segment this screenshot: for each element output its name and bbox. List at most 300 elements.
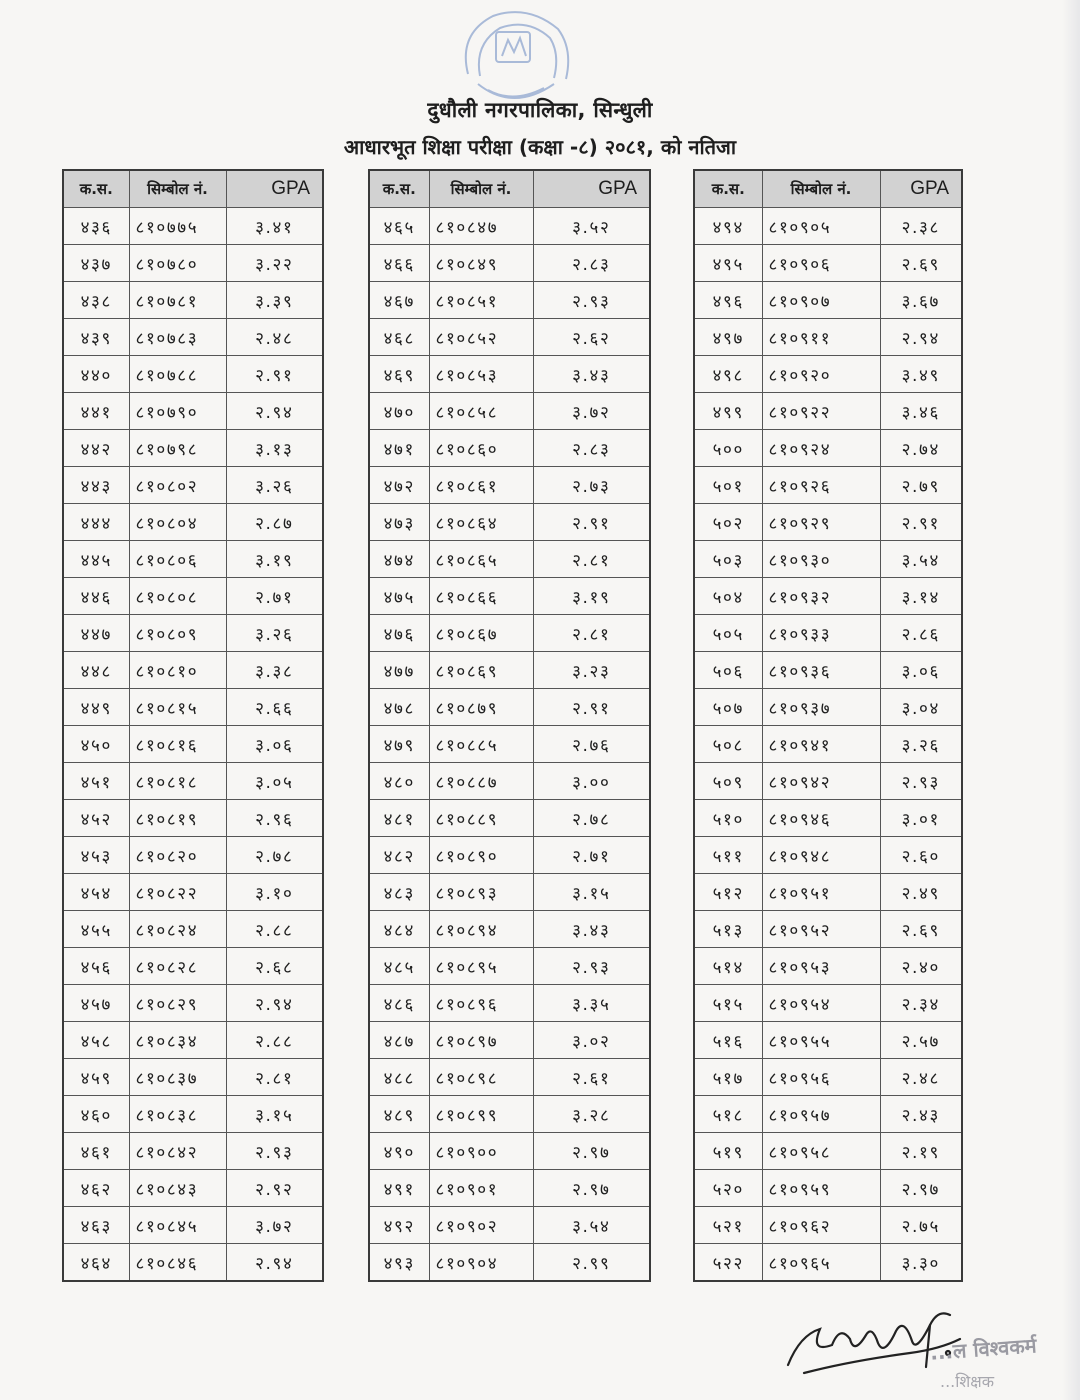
gpa-cell: २.७५ <box>880 1207 962 1244</box>
serial-cell: ४६७ <box>369 282 429 319</box>
header-gpa: GPA <box>880 170 962 208</box>
gpa-cell: २.१९ <box>880 1133 962 1170</box>
symbol-cell: ८१०८९५ <box>429 948 533 985</box>
gpa-cell: २.३८ <box>880 208 962 245</box>
table-row <box>369 689 650 726</box>
gpa-cell: २.९१ <box>880 504 962 541</box>
serial-cell: ४६४ <box>63 1244 129 1282</box>
symbol-cell: ८१०९२० <box>762 356 880 393</box>
table-row <box>63 837 323 874</box>
serial-cell: ५०६ <box>694 652 762 689</box>
symbol-cell: ८१०८५३ <box>429 356 533 393</box>
symbol-cell: ८१०९२९ <box>762 504 880 541</box>
table-row <box>63 578 323 615</box>
symbol-cell: ८१०७८१ <box>129 282 226 319</box>
table-row <box>694 1022 962 1059</box>
gpa-cell: २.७८ <box>533 800 650 837</box>
serial-cell: ४६६ <box>369 245 429 282</box>
serial-cell: ४४१ <box>63 393 129 430</box>
serial-cell: ४४६ <box>63 578 129 615</box>
gpa-cell: ३.३८ <box>226 652 323 689</box>
table-row <box>694 689 962 726</box>
serial-cell: ५०२ <box>694 504 762 541</box>
serial-cell: ४८७ <box>369 1022 429 1059</box>
serial-cell: ४८९ <box>369 1096 429 1133</box>
table-row <box>694 356 962 393</box>
gpa-cell: २.७४ <box>880 430 962 467</box>
serial-cell: ४५३ <box>63 837 129 874</box>
symbol-cell: ८१०९३६ <box>762 652 880 689</box>
symbol-cell: ८१०८२८ <box>129 948 226 985</box>
gpa-cell: ३.५४ <box>880 541 962 578</box>
gpa-cell: २.९४ <box>226 1244 323 1282</box>
serial-cell: ४७७ <box>369 652 429 689</box>
table-row <box>369 763 650 800</box>
symbol-cell: ८१०७८० <box>129 245 226 282</box>
table-row <box>63 985 323 1022</box>
table-row <box>63 282 323 319</box>
table-row <box>63 1096 323 1133</box>
gpa-cell: २.९१ <box>533 689 650 726</box>
symbol-cell: ८१०९३३ <box>762 615 880 652</box>
gpa-cell: २.९२ <box>226 1170 323 1207</box>
gpa-cell: ३.०४ <box>880 689 962 726</box>
symbol-cell: ८१०८०४ <box>129 504 226 541</box>
gpa-cell: २.७८ <box>226 837 323 874</box>
table-row <box>369 1244 650 1282</box>
symbol-cell: ८१०८२४ <box>129 911 226 948</box>
symbol-cell: ८१०९४२ <box>762 763 880 800</box>
serial-cell: ४३७ <box>63 245 129 282</box>
serial-cell: ५११ <box>694 837 762 874</box>
serial-cell: ५२० <box>694 1170 762 1207</box>
gpa-cell: २.८१ <box>533 615 650 652</box>
gpa-cell: ३.४३ <box>533 356 650 393</box>
symbol-cell: ८१०९०६ <box>762 245 880 282</box>
table-row <box>694 245 962 282</box>
table-row <box>369 430 650 467</box>
symbol-cell: ८१०९५३ <box>762 948 880 985</box>
serial-cell: ५१० <box>694 800 762 837</box>
serial-cell: ४४७ <box>63 615 129 652</box>
symbol-cell: ८१०८०८ <box>129 578 226 615</box>
symbol-cell: ८१०८६९ <box>429 652 533 689</box>
serial-cell: ४९१ <box>369 1170 429 1207</box>
symbol-cell: ८१०८३७ <box>129 1059 226 1096</box>
table-row <box>369 874 650 911</box>
table-row <box>63 800 323 837</box>
serial-cell: ४८३ <box>369 874 429 911</box>
table-row <box>694 1170 962 1207</box>
serial-cell: ५०१ <box>694 467 762 504</box>
serial-cell: ४४४ <box>63 504 129 541</box>
table-row <box>694 985 962 1022</box>
gpa-cell: ३.२६ <box>880 726 962 763</box>
gpa-cell: ३.०६ <box>880 652 962 689</box>
symbol-cell: ८१०८९० <box>429 837 533 874</box>
table-row <box>369 1133 650 1170</box>
table-row <box>63 874 323 911</box>
gpa-cell: २.५७ <box>880 1022 962 1059</box>
symbol-cell: ८१०९२४ <box>762 430 880 467</box>
symbol-cell: ८१०९२२ <box>762 393 880 430</box>
table-row <box>369 726 650 763</box>
serial-cell: ४७५ <box>369 578 429 615</box>
table-row <box>369 1170 650 1207</box>
symbol-cell: ८१०९११ <box>762 319 880 356</box>
symbol-cell: ८१०८८५ <box>429 726 533 763</box>
gpa-cell: २.९३ <box>533 282 650 319</box>
symbol-cell: ८१०८६६ <box>429 578 533 615</box>
serial-cell: ४९९ <box>694 393 762 430</box>
serial-cell: ५०८ <box>694 726 762 763</box>
symbol-cell: ८१०८३८ <box>129 1096 226 1133</box>
symbol-cell: ८१०९०४ <box>429 1244 533 1282</box>
table-row <box>694 1059 962 1096</box>
results-table-2 <box>368 169 651 1282</box>
gpa-cell: २.६८ <box>226 948 323 985</box>
table-row <box>369 467 650 504</box>
gpa-cell: ३.१९ <box>533 578 650 615</box>
serial-cell: ५१३ <box>694 911 762 948</box>
symbol-cell: ८१०८८७ <box>429 763 533 800</box>
serial-cell: ४४५ <box>63 541 129 578</box>
gpa-cell: २.८३ <box>533 245 650 282</box>
gpa-cell: २.७१ <box>226 578 323 615</box>
table-row <box>63 615 323 652</box>
symbol-cell: ८१०८९८ <box>429 1059 533 1096</box>
symbol-cell: ८१०८९९ <box>429 1096 533 1133</box>
gpa-cell: ३.४९ <box>880 356 962 393</box>
gpa-cell: ३.४३ <box>533 911 650 948</box>
header-serial: क.स. <box>63 170 129 208</box>
symbol-cell: ८१०८५८ <box>429 393 533 430</box>
gpa-cell: २.९४ <box>226 393 323 430</box>
gpa-cell: २.९९ <box>533 1244 650 1282</box>
symbol-cell: ८१०९५९ <box>762 1170 880 1207</box>
gpa-cell: ३.३५ <box>533 985 650 1022</box>
serial-cell: ४८० <box>369 763 429 800</box>
gpa-cell: २.९१ <box>533 504 650 541</box>
table-row <box>63 356 323 393</box>
serial-cell: ४६३ <box>63 1207 129 1244</box>
serial-cell: ४७० <box>369 393 429 430</box>
table-row <box>694 319 962 356</box>
serial-cell: ५०७ <box>694 689 762 726</box>
symbol-cell: ८१०८०२ <box>129 467 226 504</box>
table-row <box>63 763 323 800</box>
table-row <box>694 948 962 985</box>
serial-cell: ४७१ <box>369 430 429 467</box>
table-row <box>694 393 962 430</box>
table-row <box>369 837 650 874</box>
symbol-cell: ८१०९६२ <box>762 1207 880 1244</box>
gpa-cell: ३.०२ <box>533 1022 650 1059</box>
gpa-cell: २.६१ <box>533 1059 650 1096</box>
symbol-cell: ८१०७८८ <box>129 356 226 393</box>
serial-cell: ४५८ <box>63 1022 129 1059</box>
symbol-cell: ८१०८२२ <box>129 874 226 911</box>
serial-cell: ५२२ <box>694 1244 762 1282</box>
serial-cell: ४६१ <box>63 1133 129 1170</box>
gpa-cell: ३.१९ <box>226 541 323 578</box>
gpa-cell: २.८३ <box>533 430 650 467</box>
header-symbol: सिम्बोल नं. <box>129 170 226 208</box>
gpa-cell: ३.७२ <box>226 1207 323 1244</box>
table-row <box>63 319 323 356</box>
symbol-cell: ८१०८६४ <box>429 504 533 541</box>
symbol-cell: ८१०८४५ <box>129 1207 226 1244</box>
gpa-cell: २.६० <box>880 837 962 874</box>
gpa-cell: २.४० <box>880 948 962 985</box>
symbol-cell: ८१०७७५ <box>129 208 226 245</box>
serial-cell: ४४३ <box>63 467 129 504</box>
serial-cell: ४८४ <box>369 911 429 948</box>
symbol-cell: ८१०९०२ <box>429 1207 533 1244</box>
table-row <box>369 208 650 245</box>
table-row <box>369 800 650 837</box>
symbol-cell: ८१०८६५ <box>429 541 533 578</box>
gpa-cell: २.६६ <box>226 689 323 726</box>
symbol-cell: ८१०८१८ <box>129 763 226 800</box>
gpa-cell: ३.५४ <box>533 1207 650 1244</box>
symbol-cell: ८१०८७९ <box>429 689 533 726</box>
table-row <box>369 541 650 578</box>
serial-cell: ४९५ <box>694 245 762 282</box>
table-row <box>63 1170 323 1207</box>
header-symbol: सिम्बोल नं. <box>429 170 533 208</box>
symbol-cell: ८१०९५६ <box>762 1059 880 1096</box>
symbol-cell: ८१०८४६ <box>129 1244 226 1282</box>
table-row <box>63 1133 323 1170</box>
symbol-cell: ८१०८२९ <box>129 985 226 1022</box>
symbol-cell: ८१०९३७ <box>762 689 880 726</box>
gpa-cell: ३.५२ <box>533 208 650 245</box>
symbol-cell: ८१०९५७ <box>762 1096 880 1133</box>
serial-cell: ४८१ <box>369 800 429 837</box>
symbol-cell: ८१०७८३ <box>129 319 226 356</box>
table-row <box>694 1133 962 1170</box>
serial-cell: ४७४ <box>369 541 429 578</box>
serial-cell: ५२१ <box>694 1207 762 1244</box>
symbol-cell: ८१०८६० <box>429 430 533 467</box>
page-title: दुधौली नगरपालिका, सिन्धुली <box>427 98 653 122</box>
table-row <box>694 837 962 874</box>
serial-cell: ४९७ <box>694 319 762 356</box>
gpa-cell: २.९४ <box>880 319 962 356</box>
header-gpa: GPA <box>226 170 323 208</box>
serial-cell: ४८५ <box>369 948 429 985</box>
table-row <box>369 615 650 652</box>
gpa-cell: २.४८ <box>880 1059 962 1096</box>
gpa-cell: २.७६ <box>533 726 650 763</box>
gpa-cell: ३.३० <box>880 1244 962 1282</box>
symbol-cell: ८१०८१९ <box>129 800 226 837</box>
symbol-cell: ८१०८९३ <box>429 874 533 911</box>
serial-cell: ४९२ <box>369 1207 429 1244</box>
gpa-cell: २.९७ <box>880 1170 962 1207</box>
gpa-cell: २.९७ <box>533 1133 650 1170</box>
serial-cell: ४९४ <box>694 208 762 245</box>
symbol-cell: ८१०८५१ <box>429 282 533 319</box>
serial-cell: ४७६ <box>369 615 429 652</box>
serial-cell: ५१८ <box>694 1096 762 1133</box>
results-table-1 <box>62 169 324 1282</box>
serial-cell: ४९६ <box>694 282 762 319</box>
serial-cell: ४६५ <box>369 208 429 245</box>
serial-cell: ४५६ <box>63 948 129 985</box>
symbol-cell: ८१०८९६ <box>429 985 533 1022</box>
table-row <box>694 467 962 504</box>
serial-cell: ५१४ <box>694 948 762 985</box>
symbol-cell: ८१०७९८ <box>129 430 226 467</box>
table-row <box>63 541 323 578</box>
serial-cell: ४६२ <box>63 1170 129 1207</box>
table-row <box>63 948 323 985</box>
gpa-cell: ३.३९ <box>226 282 323 319</box>
symbol-cell: ८१०९५८ <box>762 1133 880 1170</box>
gpa-cell: ३.१५ <box>533 874 650 911</box>
header-serial: क.स. <box>694 170 762 208</box>
gpa-cell: २.९३ <box>880 763 962 800</box>
table-row <box>694 504 962 541</box>
serial-cell: ४५२ <box>63 800 129 837</box>
table-row <box>694 726 962 763</box>
gpa-cell: ३.२६ <box>226 467 323 504</box>
gpa-cell: २.७३ <box>533 467 650 504</box>
table-row <box>369 652 650 689</box>
symbol-cell: ८१०८२० <box>129 837 226 874</box>
symbol-cell: ८१०९५४ <box>762 985 880 1022</box>
gpa-cell: २.८८ <box>226 911 323 948</box>
symbol-cell: ८१०९०१ <box>429 1170 533 1207</box>
serial-cell: ४५९ <box>63 1059 129 1096</box>
serial-cell: ४८२ <box>369 837 429 874</box>
table-row <box>369 245 650 282</box>
serial-cell: ५०५ <box>694 615 762 652</box>
serial-cell: ४३६ <box>63 208 129 245</box>
symbol-cell: ८१०८१० <box>129 652 226 689</box>
table-row <box>369 319 650 356</box>
table-row <box>63 1244 323 1282</box>
symbol-cell: ८१०८६७ <box>429 615 533 652</box>
symbol-cell: ८१०९४१ <box>762 726 880 763</box>
table-row <box>694 911 962 948</box>
symbol-cell: ८१०८६१ <box>429 467 533 504</box>
symbol-cell: ८१०८४३ <box>129 1170 226 1207</box>
gpa-cell: ३.४६ <box>880 393 962 430</box>
header-serial: क.स. <box>369 170 429 208</box>
table-row <box>694 763 962 800</box>
table-row <box>63 726 323 763</box>
serial-cell: ४४८ <box>63 652 129 689</box>
stamp-text-secondary: ...शिक्षक <box>940 1372 995 1391</box>
symbol-cell: ८१०९३० <box>762 541 880 578</box>
gpa-cell: २.९४ <box>226 985 323 1022</box>
symbol-cell: ८१०८१६ <box>129 726 226 763</box>
symbol-cell: ८१०९६५ <box>762 1244 880 1282</box>
results-table-3 <box>693 169 963 1282</box>
serial-cell: ४८८ <box>369 1059 429 1096</box>
symbol-cell: ८१०८४९ <box>429 245 533 282</box>
serial-cell: ५०९ <box>694 763 762 800</box>
serial-cell: ५१७ <box>694 1059 762 1096</box>
symbol-cell: ८१०९४८ <box>762 837 880 874</box>
gpa-cell: २.८६ <box>880 615 962 652</box>
symbol-cell: ८१०९०५ <box>762 208 880 245</box>
gpa-cell: २.४३ <box>880 1096 962 1133</box>
table-row <box>694 282 962 319</box>
table-row <box>369 282 650 319</box>
gpa-cell: ३.०६ <box>226 726 323 763</box>
table-row <box>369 1207 650 1244</box>
table-row <box>694 430 962 467</box>
table-row <box>369 948 650 985</box>
gpa-cell: ३.०५ <box>226 763 323 800</box>
serial-cell: ४८६ <box>369 985 429 1022</box>
symbol-cell: ८१०८९४ <box>429 911 533 948</box>
symbol-cell: ८१०७९० <box>129 393 226 430</box>
serial-cell: ४९० <box>369 1133 429 1170</box>
gpa-cell: ३.१० <box>226 874 323 911</box>
symbol-cell: ८१०९२६ <box>762 467 880 504</box>
gpa-cell: ३.०० <box>533 763 650 800</box>
symbol-cell: ८१०९०७ <box>762 282 880 319</box>
serial-cell: ४४२ <box>63 430 129 467</box>
table-row <box>63 208 323 245</box>
serial-cell: ४७३ <box>369 504 429 541</box>
serial-cell: ५१५ <box>694 985 762 1022</box>
table-row <box>369 356 650 393</box>
serial-cell: ४३९ <box>63 319 129 356</box>
table-row <box>369 911 650 948</box>
symbol-cell: ८१०९०० <box>429 1133 533 1170</box>
serial-cell: ५०३ <box>694 541 762 578</box>
gpa-cell: ३.४१ <box>226 208 323 245</box>
table-row <box>63 430 323 467</box>
gpa-cell: २.६९ <box>880 911 962 948</box>
serial-cell: ४४९ <box>63 689 129 726</box>
header-gpa: GPA <box>533 170 650 208</box>
symbol-cell: ८१०९५५ <box>762 1022 880 1059</box>
serial-cell: ४६९ <box>369 356 429 393</box>
symbol-cell: ८१०८३४ <box>129 1022 226 1059</box>
serial-cell: ४५७ <box>63 985 129 1022</box>
gpa-cell: २.६२ <box>533 319 650 356</box>
table-row <box>369 1022 650 1059</box>
gpa-cell: ३.२३ <box>533 652 650 689</box>
table-row <box>63 1059 323 1096</box>
table-row <box>369 393 650 430</box>
table-row <box>694 1244 962 1282</box>
table-row <box>694 615 962 652</box>
serial-cell: ४७९ <box>369 726 429 763</box>
gpa-cell: ३.१५ <box>226 1096 323 1133</box>
table-row <box>369 504 650 541</box>
stamp-text: ...ल विश्वकर्म <box>929 1333 1038 1365</box>
gpa-cell: २.८८ <box>226 1022 323 1059</box>
gpa-cell: २.६९ <box>880 245 962 282</box>
gpa-cell: २.७१ <box>533 837 650 874</box>
table-row <box>63 1022 323 1059</box>
serial-cell: ४९३ <box>369 1244 429 1282</box>
serial-cell: ४५५ <box>63 911 129 948</box>
gpa-cell: ३.७२ <box>533 393 650 430</box>
serial-cell: ५१९ <box>694 1133 762 1170</box>
serial-cell: ५१२ <box>694 874 762 911</box>
gpa-cell: २.४९ <box>880 874 962 911</box>
table-row <box>694 874 962 911</box>
